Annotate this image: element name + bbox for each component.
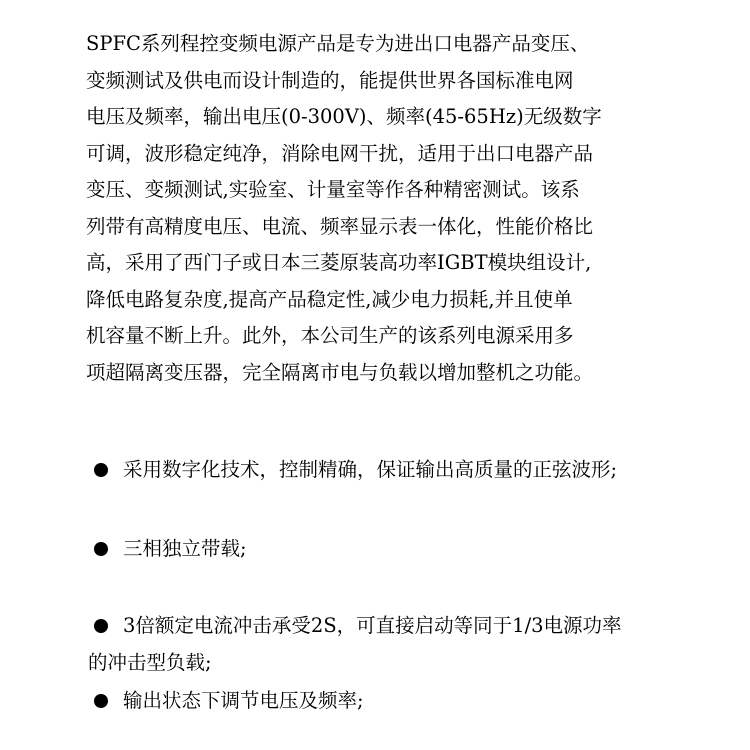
intro-line: 电压及频率，输出电压(0-300V)、频率(45-65Hz)无级数字	[86, 105, 602, 128]
bullet-dot-icon	[94, 694, 108, 708]
intro-line: 可调，波形稳定纯净，消除电网干扰，适用于出口电器产品	[86, 141, 594, 165]
feature-text: 3倍额定电流冲击承受2S，可直接启动等同于1/3电源功率	[123, 614, 622, 637]
intro-line: SPFC系列程控变频电源产品是专为进出口电器产品变压、	[86, 32, 590, 55]
intro-line: 变频测试及供电而设计制造的，能提供世界各国标准电网	[86, 68, 574, 92]
feature-item	[94, 683, 724, 720]
intro-line: 项超隔离变压器，完全隔离市电与负载以增加整机之功能。	[86, 360, 594, 384]
feature-item	[94, 452, 724, 489]
intro-line: 机容量不断上升。此外，本公司生产的该系列电源采用多	[86, 324, 574, 347]
feature-text: 输出状态下调节电压及频率;	[123, 689, 364, 712]
intro-line: 降低电路复杂度,提高产品稳定性,减少电力损耗,并且使单	[86, 287, 573, 311]
intro-line: 列带有高精度电压、电流、频率显示表一体化，性能价格比	[86, 214, 594, 238]
feature-text-continuation: 的冲击型负载;	[88, 650, 212, 674]
feature-item	[94, 531, 724, 568]
bullet-dot-icon	[94, 542, 108, 556]
intro-line: 变压、变频测试,实验室、计量室等作各种精密测试。该系	[86, 178, 580, 201]
feature-text: 采用数字化技术，控制精确，保证输出高质量的正弦波形;	[123, 458, 618, 481]
intro-paragraph	[86, 26, 696, 391]
feature-item	[88, 608, 724, 681]
intro-line: 高，采用了西门子或日本三菱原装高功率IGBT模块组设计,	[86, 251, 592, 274]
bullet-dot-icon	[94, 619, 108, 633]
feature-text: 三相独立带载;	[123, 537, 247, 560]
bullet-dot-icon	[94, 463, 108, 477]
